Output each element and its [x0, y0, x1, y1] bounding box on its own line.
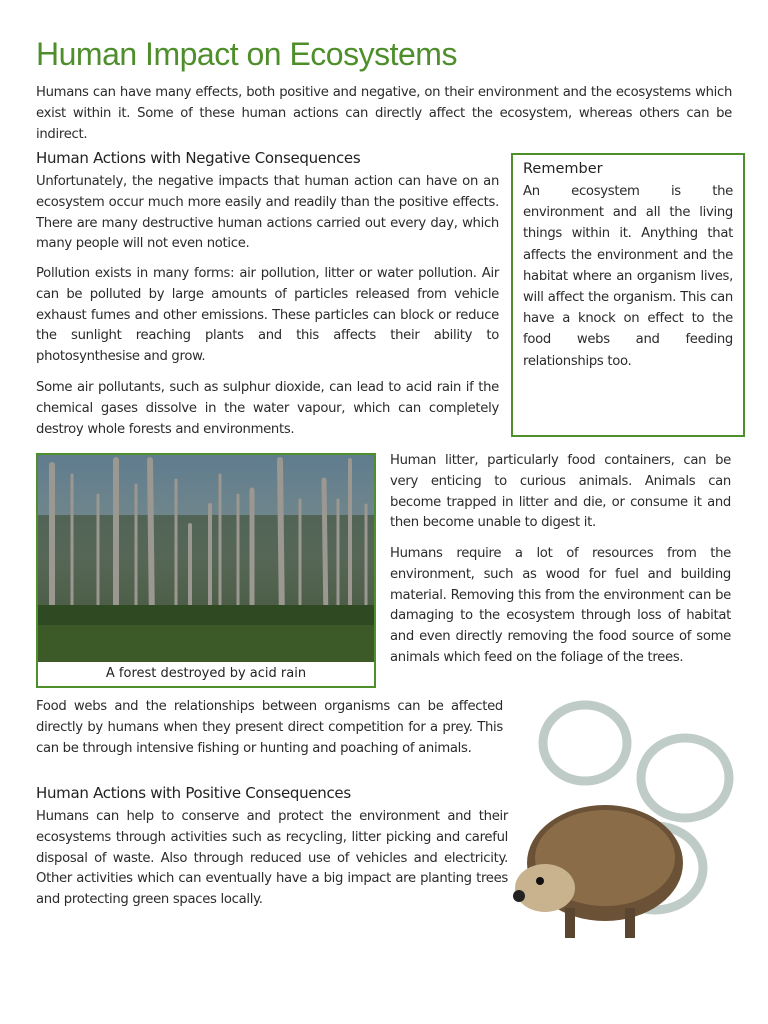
figure-caption: A forest destroyed by acid rain — [105, 666, 307, 681]
remember-box — [511, 153, 745, 437]
dead-forest-image — [38, 455, 374, 662]
negative-paragraph-3: Some air pollutants, such as sulphur dioxide, can lead to acid rain if the chemical gases dissolve in the water vapour, which can completely destroy whole forests and environments. — [36, 380, 499, 437]
remember-heading: Remember — [523, 161, 603, 177]
food-webs-paragraph: Food webs and the relationships between organisms can be affected directly by humans when they present direct competition for a prey. This can be through intensive fishing or hunting and poaching of animals. — [36, 699, 503, 756]
negative-paragraph-1: Unfortunately, the negative impacts that human action can have on an ecosystem occur much more easily and readily than the positive effects. There are many destructive human actions carried out every day, which many people will not even notice. — [36, 174, 499, 252]
litter-paragraph: Human litter, particularly food containers, can be very enticing to curious animals. Animals can become trapped in litter and die, or consume it and then become unable to digest it. — [390, 453, 731, 531]
intro-paragraph: Humans can have many effects, both positive and negative, on their environment and the ecosystems which exist within it. Some of these human actions can directly affect the ecosystem, whereas others can be indirect. — [36, 85, 732, 142]
acid-rain-figure — [36, 453, 376, 688]
negative-heading: Human Actions with Negative Consequences — [36, 149, 361, 167]
hedgehog-in-plastic-rings-image — [505, 698, 737, 944]
positive-heading: Human Actions with Positive Consequences — [36, 784, 351, 802]
positive-paragraph: Humans can help to conserve and protect the environment and their ecosystems through activities such as recycling, litter picking and careful disposal of waste. Also through reduced use of vehicles and electricity. Other activities which can eventually have a big impact are planting trees and protecting green spaces locally. — [36, 809, 508, 908]
page-title: Human Impact on Ecosystems — [36, 36, 457, 72]
negative-paragraph-2: Pollution exists in many forms: air pollution, litter or water pollution. Air can be polluted by large amounts of particles released from vehicle exhaust fumes and other emissions. These particles can block or reduce the sunlight reaching plants and this affects their ability to photosynthesise and grow. — [36, 266, 499, 365]
remember-text: An ecosystem is the environment and all the living things within it. Anything that affects the environment and the habitat where an organism lives, will affect the organism. This can have a knock on effect to the food webs and feeding relationships too. — [523, 184, 733, 369]
resources-paragraph: Humans require a lot of resources from the environment, such as wood for fuel and building material. Removing this from the environment can be damaging to the ecosystem through loss of habitat and even directly removing the food source of some animals which feed on the foliage of the trees. — [390, 546, 731, 665]
